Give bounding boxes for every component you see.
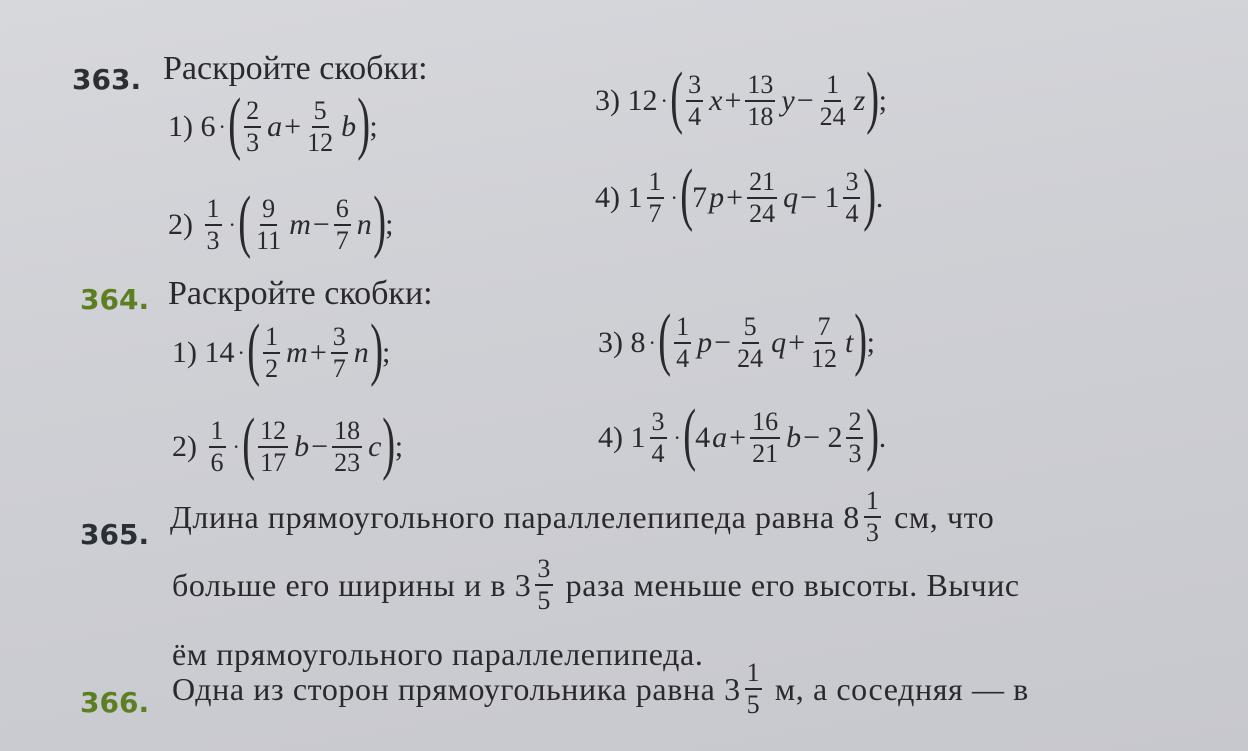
expression-364-1: 1) 14 · ( $\frac{1}{2}$ m + $\frac{3}{7}$ n ) ; xyxy=(172,311,391,388)
problem-number-366: 366. xyxy=(80,686,150,719)
problem-number-363: 363. xyxy=(72,63,142,96)
problem-365-line-3: ём прямоугольного параллелепипеда. xyxy=(172,636,704,672)
expression-363-3: 3) 12 · ( $\frac{3}{4}$ x + $\frac{13}{18}$ y − $\frac{1}{24}$ z ) ; xyxy=(595,59,887,136)
expression-363-2: 2) $\frac{1}{3}$ · ( $\frac{9}{11}$ m − $\frac{6}{7}$ n ) ; xyxy=(168,183,394,260)
problem-heading-363: Раскройте скобки: xyxy=(163,50,428,87)
expression-364-2: 2) $\frac{1}{6}$ · ( $\frac{12}{17}$ b − $\frac{18}{23}$ c ) ; xyxy=(172,405,404,482)
problem-number-365: 365. xyxy=(80,518,150,551)
problem-365-line-1: Длина прямоугольного параллелепипеда равна 8 $\frac{1}{3}$ см, что xyxy=(170,486,995,547)
problem-366-line-1: Одна из сторон прямоугольника равна 3 $\frac{1}{5}$ м, а соседняя — в xyxy=(172,658,1029,719)
problem-number-364: 364. xyxy=(80,283,150,316)
expression-363-4: 4) 1 $\frac{1}{7}$ · ( 7 p + $\frac{21}{24}$ q − 1 $\frac{3}{4}$ ) . xyxy=(595,156,884,233)
problem-heading-364: Раскройте скобки: xyxy=(168,275,433,312)
expression-364-4: 4) 1 $\frac{3}{4}$ · ( 4 a + $\frac{16}{21}$ b − 2 $\frac{2}{3}$ ) . xyxy=(598,396,887,473)
expression-363-1: 1) 6 · ( $\frac{2}{3}$ a + $\frac{5}{12}$ b ) ; xyxy=(168,85,378,162)
expression-364-3: 3) 8 · ( $\frac{1}{4}$ p − $\frac{5}{24}$ q + $\frac{7}{12}$ t ) ; xyxy=(598,301,875,378)
problem-365-line-2: больше его ширины и в 3 $\frac{3}{5}$ раза меньше его высоты. Вычис xyxy=(172,554,1020,615)
